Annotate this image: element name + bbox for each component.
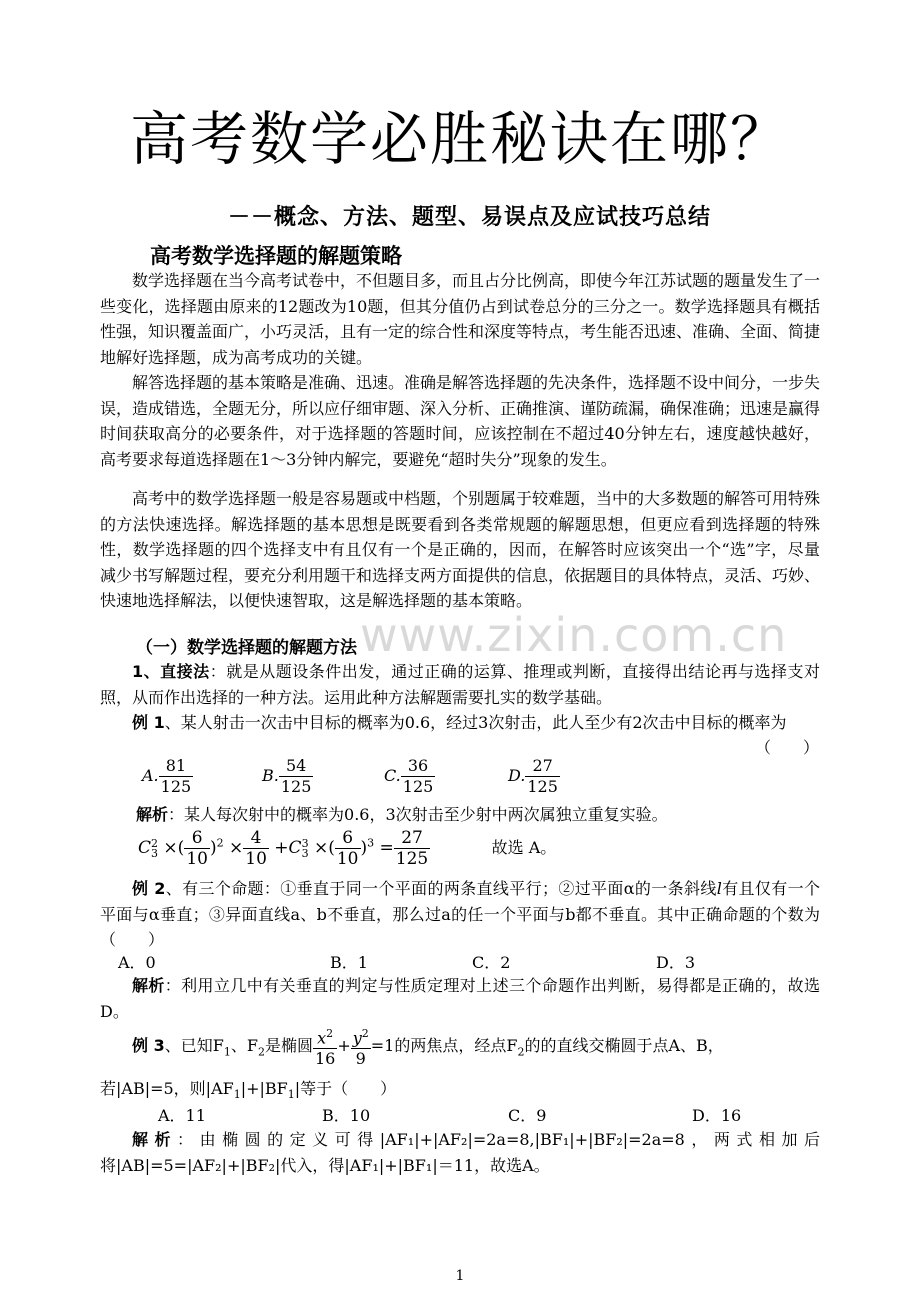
fraction-numerator: 27 [525,756,560,777]
example3-option-d: D．16 [692,1106,742,1125]
example2-analysis [100,973,820,1024]
formula-operator: × [163,838,178,858]
section-heading: 高考数学选择题的解题策略 [150,244,402,268]
var-y: y [352,1028,362,1048]
formula-operator: × [313,838,329,858]
example3-text: 、F [230,1036,258,1056]
example3-option-b: B．10 [322,1106,371,1125]
fraction-numerator: 6 [184,828,210,849]
fraction-denominator: 10 [336,849,359,869]
formula-exponent: 2 [216,836,224,850]
example1-option-a [142,756,193,797]
example1-formula [138,828,556,869]
formula-operator: + [337,1036,351,1056]
example3-subscript: 2 [517,1045,525,1059]
example1-conclusion: 故选 A。 [491,838,557,857]
option-letter: D. [508,766,526,785]
example1-label: 例 1 [132,713,165,732]
page-title: 高考数学必胜秘诀在哪？ [129,105,790,173]
example3-text: |+|BF [240,1079,288,1098]
method1-label: 1、直接法 [132,662,210,681]
example3-option-a: A．11 [158,1106,206,1125]
fraction-denominator: 10 [245,849,267,869]
example3-text: 的的直线交椭圆于点A、B， [524,1036,724,1056]
example3-text: |等于（ ） [294,1079,397,1098]
example2-option-a: A．0 [118,953,156,972]
page-number: 1 [455,1268,465,1284]
formula-fraction [335,828,361,869]
example3-subscript: 2 [257,1045,265,1059]
example3-subscript: 1 [223,1045,231,1059]
watermark: www.zixin.com.cn [360,608,788,662]
example3-analysis [100,1127,820,1178]
option-letter: A. [142,766,159,785]
method1-text: ：就是从题设条件出发，通过正确的运算、推理或判断，直接得出结论再与选择支对照，从而作出选择的一种方法。运用此种方法解题需要扎实的数学基础。 [100,662,820,707]
example3-subscript: 1 [287,1088,295,1102]
example2-option-c: C．2 [472,953,511,972]
example2-question [100,876,820,953]
fraction-denominator: 125 [402,777,434,796]
fraction-denominator: 125 [527,777,558,796]
fraction-numerator: 6 [335,828,361,849]
example2-text-a: 、有三个命题：①垂直于同一个平面的两条直线平行；②过平面α的一条斜线 [165,879,717,898]
analysis-label: 解析 [132,976,165,995]
var-x: x [317,1028,327,1048]
example2-text-b: 有且仅有一个平面与α垂直；③异面直线a、b不垂直，那么过a的任一个平面与b都不垂直。其中正确命题的个数为（ ） [100,879,820,949]
intro-paragraph-2: 解答选择题的基本策略是准确、迅速。准确是解答选择题的先决条件，选择题不设中间分，一步失误，造成错选，全题无分，所以应仔细审题、深入分析、正确推演、谨防疏漏，确保准确；迅速是赢得时间获取高分的必要条件，对于选择题的答题时间，应该控制在不超过40分钟左右，速度越快越好，高考要求每道选择题在1～3分钟内解完，要避免“超时失分”现象的发生。 [100,373,821,469]
option-fraction [525,756,560,797]
example1-analysis [136,802,826,828]
example2-option-d: D．3 [656,953,696,972]
method1-paragraph [100,659,820,710]
ellipse-fraction-y [351,1024,371,1069]
fraction-denominator: 125 [160,777,192,796]
example3-text: 若|AB|=5，则|AF [100,1079,234,1098]
fraction-numerator: 54 [279,756,314,777]
example1-text: 、某人射击一次击中目标的概率为0.6，经过3次射击，此人至少有2次击中目标的概率为 [164,713,787,732]
example1-option-b [262,756,313,797]
formula-fraction [184,828,210,869]
formula-operator: × [229,838,244,858]
analysis-text: ：某人每次射中的概率为0.6，3次射击至少射中两次属独立重复实验。 [168,805,668,824]
formula-exponent: 3 [367,836,375,850]
example3-text: =1的两焦点，经点F [370,1036,518,1056]
fraction-numerator [313,1024,337,1049]
formula-sub: 3 [301,846,309,860]
example3-subscript: 1 [233,1088,241,1102]
fraction-denominator: 125 [280,777,312,796]
formula-paren: ( [177,838,185,858]
formula-fraction [243,828,269,869]
formula-paren: ) [360,838,368,858]
formula-fraction [394,828,430,869]
example1-answer-paren: （ ） [755,738,820,757]
fraction-denominator: 10 [186,849,208,869]
fraction-numerator: 36 [401,756,436,777]
intro-paragraph-1: 数学选择题在当今高考试卷中，不但题目多，而且占分比例高，即使今年江苏试题的题量发生了一些变化，选择题由原来的12题改为10题，但其分值仍占到试卷总分的三分之一。数学选择题具有概括性强，知识覆盖面广，小巧灵活，且有一定的综合性和深度等特点，考生能否迅速、准确、全面、简捷地解好选择题，成为高考成功的关键。 [100,271,821,367]
example3-text: 是椭圆 [264,1036,313,1056]
example3-question-line1 [132,1024,822,1069]
intro-paragraph-3: 高考中的数学选择题一般是容易题或中档题，个别题属于较难题，当中的大多数题的解答可用特殊的方法快速选择。解选择题的基本思想是既要看到各类常规题的解题思想，但更应看到选择题的特殊性，数学选择题的四个选择支中有且仅有一个是正确的，因而，在解答时应该突出一个“选”字，尽量减少书写解题过程，要充分利用题干和选择支两方面提供的信息，依据题目的具体特点，灵活、巧妙、快速地选择解法，以便快速智取，这是解选择题的基本策略。 [100,489,821,610]
option-fraction [159,756,194,797]
option-letter: B. [262,766,279,785]
method-heading: （一）数学选择题的解题方法 [136,638,357,658]
example2-label: 例 2 [132,879,166,898]
example1-question [100,710,820,736]
example1-option-d [508,756,560,797]
fraction-numerator: 27 [394,828,430,849]
fraction-numerator: 4 [243,828,269,849]
fraction-numerator [351,1024,371,1049]
option-fraction [401,756,436,797]
formula-operator: + [274,838,289,858]
page-subtitle: －－概念、方法、题型、易误点及应试技巧总结 [228,205,712,230]
formula-sub: 3 [151,846,159,860]
example1-option-c [384,756,435,797]
formula-paren: ) [209,838,217,858]
formula-symbol: C [138,838,152,858]
formula-operator: = [379,838,394,858]
formula-combo-indices [301,836,309,860]
fraction-denominator: 9 [355,1049,366,1069]
exponent: 2 [361,1027,369,1040]
example3-option-c: C．9 [508,1106,547,1125]
formula-paren: ( [328,838,335,858]
formula-symbol: C [288,838,302,858]
example2-line-symbol: l [716,879,722,898]
fraction-numerator: 81 [159,756,194,777]
formula-combo-indices [151,836,159,860]
formula-sup: 3 [301,836,309,850]
exponent: 2 [326,1027,334,1040]
example3-text: 、已知F [164,1036,224,1056]
analysis-label: 解析 [136,805,169,824]
ellipse-fraction-x [313,1024,337,1069]
analysis-label: 解析 [132,1130,178,1149]
analysis-text: ：由椭圆的定义可得|AF₁|+|AF₂|=2a=8,|BF₁|+|BF₂|=2a=8，两式相加后将|AB|=5=|AF₂|+|BF₂|代入，得|AF₁|+|BF₁|＝11，故选A。 [100,1130,820,1175]
fraction-denominator: 125 [395,849,429,869]
example3-label: 例 3 [132,1036,165,1056]
fraction-denominator: 16 [314,1049,336,1069]
option-fraction [279,756,314,797]
analysis-text: ：利用立几中有关垂直的判定与性质定理对上述三个命题作出判断，易得都是正确的，故选D。 [100,976,820,1021]
formula-sup: 2 [151,836,159,850]
option-letter: C. [384,766,401,785]
example2-option-b: B．1 [330,953,368,972]
